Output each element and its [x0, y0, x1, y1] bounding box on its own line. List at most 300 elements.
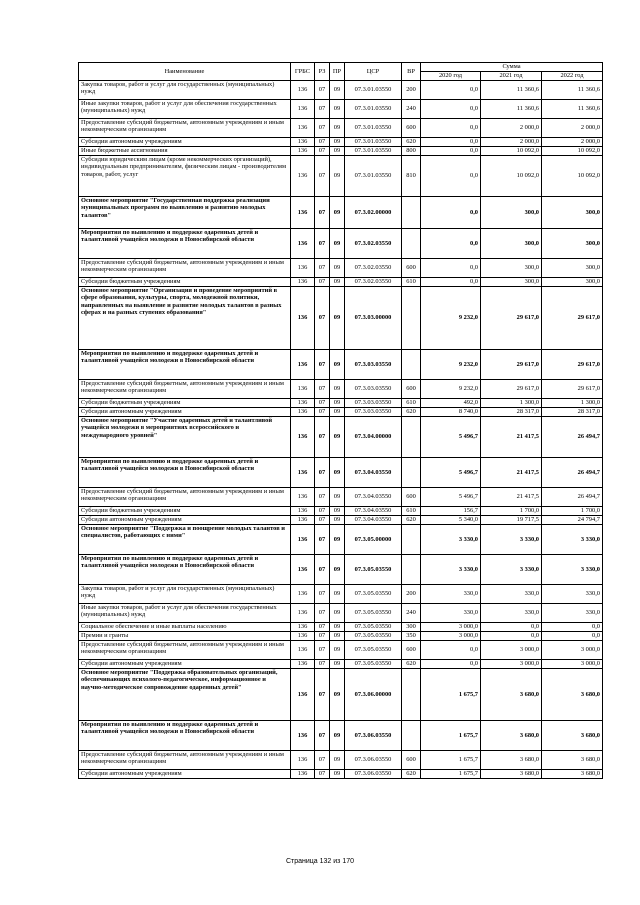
row-grbs: 136 [291, 350, 315, 380]
row-csr: 07.3.03.03550 [345, 380, 402, 399]
row-pr: 09 [330, 770, 345, 779]
row-value-2021: 0,0 [481, 623, 542, 632]
row-pr: 09 [330, 100, 345, 119]
row-grbs: 136 [291, 100, 315, 119]
row-value-2020: 0,0 [421, 119, 481, 138]
table-header [79, 63, 603, 81]
row-grbs: 136 [291, 507, 315, 516]
row-value-2020: 0,0 [421, 147, 481, 156]
row-value-2021: 3 000,0 [481, 641, 542, 660]
table-body [79, 81, 603, 779]
row-grbs: 136 [291, 721, 315, 751]
row-rz: 07 [315, 585, 330, 604]
row-name: Закупка товаров, работ и услуг для государственных (муниципальных) нужд [79, 81, 291, 100]
row-csr: 07.3.06.03550 [345, 770, 402, 779]
row-vr: 800 [402, 147, 421, 156]
row-grbs: 136 [291, 229, 315, 259]
row-csr: 07.3.04.03550 [345, 458, 402, 488]
row-csr: 07.3.03.03550 [345, 399, 402, 408]
row-name: Предоставление субсидий бюджетным, автономным учреждениям и иным некоммерческим организациям [79, 751, 291, 770]
row-csr: 07.3.05.03550 [345, 660, 402, 669]
table-row [79, 100, 603, 119]
row-value-2020: 0,0 [421, 100, 481, 119]
table-row [79, 623, 603, 632]
row-value-2021: 2 000,0 [481, 119, 542, 138]
row-value-2021: 1 300,0 [481, 399, 542, 408]
table-row [79, 380, 603, 399]
table-row [79, 585, 603, 604]
row-vr [402, 669, 421, 721]
table-row [79, 669, 603, 721]
row-name: Субсидии автономным учреждениям [79, 138, 291, 147]
row-pr: 09 [330, 147, 345, 156]
row-value-2021: 3 680,0 [481, 721, 542, 751]
row-vr: 810 [402, 156, 421, 197]
row-value-2022: 24 794,7 [542, 516, 603, 525]
header-year-2022: 2022 год [542, 72, 603, 81]
row-grbs: 136 [291, 399, 315, 408]
row-name: Предоставление субсидий бюджетным, автономным учреждениям и иным некоммерческим организациям [79, 380, 291, 399]
table-row [79, 399, 603, 408]
row-csr: 07.3.01.03550 [345, 147, 402, 156]
table-row [79, 516, 603, 525]
table-row [79, 119, 603, 138]
row-pr: 09 [330, 623, 345, 632]
row-csr: 07.3.05.03550 [345, 632, 402, 641]
row-name: Основное мероприятие "Поддержка и поощрение молодых талантов и специалистов, работающих с ними" [79, 525, 291, 555]
row-pr: 09 [330, 287, 345, 350]
row-value-2022: 300,0 [542, 278, 603, 287]
row-pr: 09 [330, 669, 345, 721]
row-name: Субсидии бюджетным учреждениям [79, 399, 291, 408]
row-csr: 07.3.01.03550 [345, 156, 402, 197]
row-value-2021: 21 417,5 [481, 488, 542, 507]
row-vr [402, 417, 421, 458]
table-row [79, 408, 603, 417]
row-value-2020: 5 496,7 [421, 417, 481, 458]
row-csr: 07.3.05.03550 [345, 623, 402, 632]
row-value-2021: 28 317,0 [481, 408, 542, 417]
row-value-2021: 3 330,0 [481, 555, 542, 585]
row-rz: 07 [315, 488, 330, 507]
row-value-2022: 2 000,0 [542, 119, 603, 138]
row-vr: 600 [402, 259, 421, 278]
row-rz: 07 [315, 399, 330, 408]
row-name: Иные закупки товаров, работ и услуг для обеспечения государственных (муниципальных) нужд [79, 604, 291, 623]
row-vr [402, 287, 421, 350]
row-value-2020: 3 000,0 [421, 623, 481, 632]
row-pr: 09 [330, 119, 345, 138]
row-name: Предоставление субсидий бюджетным, автономным учреждениям и иным некоммерческим организациям [79, 488, 291, 507]
row-pr: 09 [330, 660, 345, 669]
row-value-2020: 0,0 [421, 259, 481, 278]
row-rz: 07 [315, 259, 330, 278]
row-csr: 07.3.05.03550 [345, 585, 402, 604]
document-page [78, 62, 602, 779]
table-row [79, 197, 603, 229]
row-grbs: 136 [291, 380, 315, 399]
row-grbs: 136 [291, 525, 315, 555]
row-value-2022: 330,0 [542, 604, 603, 623]
row-csr: 07.3.06.03550 [345, 721, 402, 751]
row-name: Субсидии автономным учреждениям [79, 660, 291, 669]
row-grbs: 136 [291, 259, 315, 278]
row-vr: 240 [402, 604, 421, 623]
row-name: Мероприятия по выявлению и поддержке одаренных детей и талантливой учащейся молодежи в Новосибирской области [79, 350, 291, 380]
row-pr: 09 [330, 632, 345, 641]
row-value-2021: 21 417,5 [481, 417, 542, 458]
row-pr: 09 [330, 525, 345, 555]
row-grbs: 136 [291, 287, 315, 350]
row-value-2022: 26 494,7 [542, 488, 603, 507]
row-value-2021: 3 000,0 [481, 660, 542, 669]
row-rz: 07 [315, 81, 330, 100]
row-value-2022: 3 330,0 [542, 525, 603, 555]
row-value-2022: 11 360,6 [542, 100, 603, 119]
row-vr: 620 [402, 770, 421, 779]
row-grbs: 136 [291, 632, 315, 641]
row-vr [402, 197, 421, 229]
row-value-2021: 11 360,6 [481, 100, 542, 119]
row-csr: 07.3.01.03550 [345, 100, 402, 119]
row-vr: 350 [402, 632, 421, 641]
row-grbs: 136 [291, 197, 315, 229]
table-row [79, 138, 603, 147]
row-pr: 09 [330, 507, 345, 516]
row-grbs: 136 [291, 555, 315, 585]
row-vr: 620 [402, 138, 421, 147]
row-grbs: 136 [291, 147, 315, 156]
row-vr: 620 [402, 516, 421, 525]
row-rz: 07 [315, 408, 330, 417]
row-csr: 07.3.04.03550 [345, 507, 402, 516]
row-value-2021: 11 360,6 [481, 81, 542, 100]
row-grbs: 136 [291, 585, 315, 604]
row-rz: 07 [315, 669, 330, 721]
row-csr: 07.3.03.03550 [345, 408, 402, 417]
row-value-2022: 10 092,0 [542, 147, 603, 156]
budget-table [78, 62, 603, 779]
row-name: Субсидии автономным учреждениям [79, 516, 291, 525]
row-value-2021: 10 092,0 [481, 147, 542, 156]
row-rz: 07 [315, 380, 330, 399]
row-name: Субсидии бюджетным учреждениям [79, 278, 291, 287]
table-row [79, 259, 603, 278]
row-pr: 09 [330, 380, 345, 399]
row-pr: 09 [330, 555, 345, 585]
header-vr: ВР [402, 63, 421, 81]
header-name: Наименование [79, 63, 291, 81]
row-pr: 09 [330, 604, 345, 623]
row-grbs: 136 [291, 458, 315, 488]
row-pr: 09 [330, 641, 345, 660]
row-grbs: 136 [291, 417, 315, 458]
row-pr: 09 [330, 399, 345, 408]
row-grbs: 136 [291, 604, 315, 623]
row-value-2020: 0,0 [421, 660, 481, 669]
header-sum: Сумма [421, 63, 603, 72]
row-value-2021: 300,0 [481, 197, 542, 229]
row-vr: 240 [402, 100, 421, 119]
row-grbs: 136 [291, 770, 315, 779]
row-rz: 07 [315, 287, 330, 350]
header-csr: ЦСР [345, 63, 402, 81]
table-row [79, 660, 603, 669]
row-value-2022: 3 680,0 [542, 721, 603, 751]
row-vr: 620 [402, 408, 421, 417]
row-grbs: 136 [291, 641, 315, 660]
row-value-2020: 3 000,0 [421, 632, 481, 641]
row-pr: 09 [330, 585, 345, 604]
row-rz: 07 [315, 632, 330, 641]
row-value-2021: 3 680,0 [481, 770, 542, 779]
table-row [79, 278, 603, 287]
row-vr: 200 [402, 81, 421, 100]
header-grbs: ГРБС [291, 63, 315, 81]
row-value-2020: 0,0 [421, 197, 481, 229]
row-rz: 07 [315, 278, 330, 287]
row-value-2022: 3 680,0 [542, 669, 603, 721]
row-value-2021: 330,0 [481, 604, 542, 623]
row-vr: 610 [402, 507, 421, 516]
row-csr: 07.3.05.03550 [345, 555, 402, 585]
row-value-2022: 300,0 [542, 259, 603, 278]
row-pr: 09 [330, 350, 345, 380]
row-vr [402, 721, 421, 751]
row-name: Предоставление субсидий бюджетным, автономным учреждениям и иным некоммерческим организациям [79, 119, 291, 138]
table-row [79, 229, 603, 259]
row-grbs: 136 [291, 408, 315, 417]
row-value-2022: 3 680,0 [542, 770, 603, 779]
row-name: Иные бюджетные ассигнования [79, 147, 291, 156]
row-value-2020: 8 740,0 [421, 408, 481, 417]
table-row [79, 604, 603, 623]
table-row [79, 751, 603, 770]
row-rz: 07 [315, 770, 330, 779]
row-value-2022: 1 700,0 [542, 507, 603, 516]
row-pr: 09 [330, 229, 345, 259]
row-value-2021: 1 700,0 [481, 507, 542, 516]
page-footer: Страница 132 из 170 [285, 858, 355, 865]
row-value-2021: 3 680,0 [481, 669, 542, 721]
row-grbs: 136 [291, 660, 315, 669]
table-row [79, 641, 603, 660]
row-value-2022: 26 494,7 [542, 458, 603, 488]
table-row [79, 507, 603, 516]
row-pr: 09 [330, 516, 345, 525]
row-value-2022: 29 617,0 [542, 287, 603, 350]
row-value-2020: 3 330,0 [421, 525, 481, 555]
row-vr [402, 229, 421, 259]
row-csr: 07.3.02.03550 [345, 259, 402, 278]
row-name: Основное мероприятие "Государственная поддержка реализации муниципальных программ по выявлению и развитию молодых талантов" [79, 197, 291, 229]
row-csr: 07.3.04.03550 [345, 488, 402, 507]
table-row [79, 417, 603, 458]
row-value-2022: 300,0 [542, 229, 603, 259]
row-value-2021: 300,0 [481, 229, 542, 259]
row-rz: 07 [315, 156, 330, 197]
table-row [79, 770, 603, 779]
row-value-2022: 330,0 [542, 585, 603, 604]
row-value-2021: 2 000,0 [481, 138, 542, 147]
row-value-2022: 0,0 [542, 623, 603, 632]
row-value-2020: 9 232,0 [421, 287, 481, 350]
row-grbs: 136 [291, 156, 315, 197]
row-rz: 07 [315, 751, 330, 770]
row-csr: 07.3.01.03550 [345, 138, 402, 147]
row-pr: 09 [330, 81, 345, 100]
row-value-2021: 29 617,0 [481, 350, 542, 380]
row-name: Субсидии юридическим лицам (кроме некоммерческих организаций), индивидуальным предпринимателям, физическим лицам - производителям товаров, работ, услуг [79, 156, 291, 197]
row-csr: 07.3.02.03550 [345, 278, 402, 287]
row-pr: 09 [330, 259, 345, 278]
row-vr: 300 [402, 623, 421, 632]
row-name: Субсидии автономным учреждениям [79, 408, 291, 417]
row-vr: 600 [402, 119, 421, 138]
row-value-2020: 330,0 [421, 585, 481, 604]
row-value-2022: 28 317,0 [542, 408, 603, 417]
row-value-2021: 330,0 [481, 585, 542, 604]
row-rz: 07 [315, 555, 330, 585]
row-grbs: 136 [291, 623, 315, 632]
row-value-2020: 0,0 [421, 156, 481, 197]
table-row [79, 525, 603, 555]
row-name: Предоставление субсидий бюджетным, автономным учреждениям и иным некоммерческим организациям [79, 641, 291, 660]
table-row [79, 721, 603, 751]
row-rz: 07 [315, 641, 330, 660]
table-row [79, 287, 603, 350]
row-csr: 07.3.02.00000 [345, 197, 402, 229]
row-vr [402, 555, 421, 585]
row-value-2022: 29 617,0 [542, 350, 603, 380]
row-pr: 09 [330, 721, 345, 751]
row-rz: 07 [315, 604, 330, 623]
row-value-2020: 156,7 [421, 507, 481, 516]
row-rz: 07 [315, 100, 330, 119]
row-value-2022: 1 300,0 [542, 399, 603, 408]
row-value-2022: 29 617,0 [542, 380, 603, 399]
row-pr: 09 [330, 751, 345, 770]
row-csr: 07.3.06.03550 [345, 751, 402, 770]
row-value-2022: 0,0 [542, 632, 603, 641]
table-row [79, 458, 603, 488]
header-pr: ПР [330, 63, 345, 81]
row-value-2022: 26 494,7 [542, 417, 603, 458]
row-csr: 07.3.03.00000 [345, 287, 402, 350]
row-name: Мероприятия по выявлению и поддержке одаренных детей и талантливой учащейся молодежи в Новосибирской области [79, 555, 291, 585]
row-name: Основное мероприятие "Участие одаренных детей и талантливой учащейся молодежи в мероприятиях всероссийского и международного уровней" [79, 417, 291, 458]
row-vr: 610 [402, 399, 421, 408]
row-name: Социальное обеспечение и иные выплаты населению [79, 623, 291, 632]
row-csr: 07.3.04.03550 [345, 516, 402, 525]
row-value-2022: 3 000,0 [542, 641, 603, 660]
row-value-2022: 11 360,6 [542, 81, 603, 100]
header-rz: РЗ [315, 63, 330, 81]
row-pr: 09 [330, 408, 345, 417]
row-pr: 09 [330, 417, 345, 458]
row-csr: 07.3.03.03550 [345, 350, 402, 380]
table-row [79, 147, 603, 156]
row-vr: 620 [402, 660, 421, 669]
row-vr [402, 350, 421, 380]
row-name: Мероприятия по выявлению и поддержке одаренных детей и талантливой учащейся молодежи в Новосибирской области [79, 458, 291, 488]
row-csr: 07.3.01.03550 [345, 81, 402, 100]
row-vr: 600 [402, 641, 421, 660]
row-value-2021: 0,0 [481, 632, 542, 641]
row-name: Иные закупки товаров, работ и услуг для обеспечения государственных (муниципальных) нужд [79, 100, 291, 119]
row-name: Субсидии автономным учреждениям [79, 770, 291, 779]
row-value-2020: 5 496,7 [421, 458, 481, 488]
row-rz: 07 [315, 138, 330, 147]
row-pr: 09 [330, 458, 345, 488]
row-rz: 07 [315, 660, 330, 669]
row-csr: 07.3.02.03550 [345, 229, 402, 259]
row-grbs: 136 [291, 669, 315, 721]
row-value-2020: 1 675,7 [421, 721, 481, 751]
row-csr: 07.3.05.00000 [345, 525, 402, 555]
row-vr: 600 [402, 488, 421, 507]
row-grbs: 136 [291, 516, 315, 525]
row-pr: 09 [330, 488, 345, 507]
row-value-2020: 3 330,0 [421, 555, 481, 585]
table-row [79, 156, 603, 197]
row-pr: 09 [330, 138, 345, 147]
row-value-2020: 492,0 [421, 399, 481, 408]
table-row [79, 632, 603, 641]
table-row [79, 350, 603, 380]
row-value-2021: 300,0 [481, 278, 542, 287]
row-value-2021: 10 092,0 [481, 156, 542, 197]
row-name: Мероприятия по выявлению и поддержке одаренных детей и талантливой учащейся молодежи в Новосибирской области [79, 721, 291, 751]
row-rz: 07 [315, 350, 330, 380]
row-rz: 07 [315, 721, 330, 751]
row-csr: 07.3.06.00000 [345, 669, 402, 721]
row-value-2020: 5 496,7 [421, 488, 481, 507]
row-value-2022: 3 330,0 [542, 555, 603, 585]
row-value-2021: 29 617,0 [481, 380, 542, 399]
row-value-2020: 330,0 [421, 604, 481, 623]
row-value-2021: 300,0 [481, 259, 542, 278]
row-vr [402, 458, 421, 488]
row-rz: 07 [315, 507, 330, 516]
row-rz: 07 [315, 417, 330, 458]
row-value-2020: 0,0 [421, 138, 481, 147]
row-rz: 07 [315, 229, 330, 259]
row-value-2021: 3 330,0 [481, 525, 542, 555]
row-grbs: 136 [291, 278, 315, 287]
row-rz: 07 [315, 623, 330, 632]
row-vr: 600 [402, 380, 421, 399]
row-name: Предоставление субсидий бюджетным, автономным учреждениям и иным некоммерческим организациям [79, 259, 291, 278]
row-csr: 07.3.05.03550 [345, 641, 402, 660]
row-name: Премии и гранты [79, 632, 291, 641]
table-row [79, 488, 603, 507]
row-rz: 07 [315, 458, 330, 488]
row-vr [402, 525, 421, 555]
row-value-2020: 0,0 [421, 229, 481, 259]
row-csr: 07.3.01.03550 [345, 119, 402, 138]
row-grbs: 136 [291, 488, 315, 507]
row-pr: 09 [330, 156, 345, 197]
row-name: Мероприятия по выявлению и поддержке одаренных детей и талантливой учащейся молодежи в Новосибирской области [79, 229, 291, 259]
row-csr: 07.3.05.03550 [345, 604, 402, 623]
header-year-2020: 2020 год [421, 72, 481, 81]
row-vr: 600 [402, 751, 421, 770]
row-name: Закупка товаров, работ и услуг для государственных (муниципальных) нужд [79, 585, 291, 604]
row-grbs: 136 [291, 119, 315, 138]
row-value-2021: 19 717,5 [481, 516, 542, 525]
row-value-2021: 3 680,0 [481, 751, 542, 770]
